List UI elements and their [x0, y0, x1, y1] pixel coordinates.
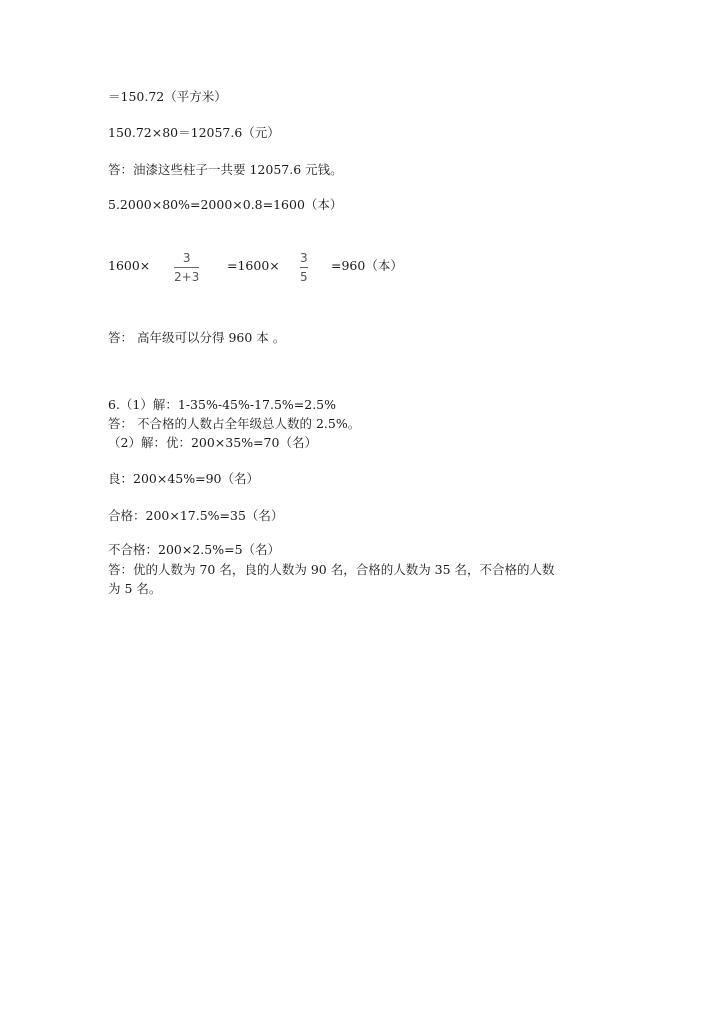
fraction-2-numerator: 3 — [300, 251, 308, 265]
answer-line-5: 答： 高年级可以分得 960 本 。 — [108, 330, 286, 345]
fraction-1-numerator: 3 — [182, 251, 191, 265]
equation-part-1: 1600× — [108, 258, 151, 273]
equation-part-3: =960（本） — [331, 258, 403, 273]
fraction-2 — [300, 251, 308, 284]
answer-line-6-2-cont: 为 5 名。 — [108, 581, 162, 596]
fraction-2-denominator: 5 — [300, 270, 308, 284]
problem-6-part-2-line: （2）解：优：200×35%=70（名） — [108, 435, 317, 450]
fraction-2-bar — [300, 267, 308, 268]
answer-line-6-1: 答： 不合格的人数占全年级总人数的 2.5%。 — [108, 416, 361, 431]
problem-5-line: 5.2000×80%=2000×0.8=1600（本） — [108, 197, 343, 212]
area-result-line: ＝150.72（平方米） — [108, 89, 227, 104]
cost-calculation-line: 150.72×80＝12057.6（元） — [108, 125, 280, 140]
pass-count-line: 合格：200×17.5%=35（名） — [108, 508, 284, 523]
fraction-1 — [174, 251, 199, 284]
answer-line: 答：油漆这些柱子一共要 12057.6 元钱。 — [108, 162, 343, 177]
good-count-line: 良：200×45%=90（名） — [108, 471, 259, 486]
answer-line-6-2: 答：优的人数为 70 名，良的人数为 90 名，合格的人数为 35 名，不合格的人数 — [108, 562, 555, 577]
fraction-1-bar — [174, 267, 199, 268]
fraction-1-denominator: 2+3 — [174, 270, 200, 284]
fail-count-line: 不合格：200×2.5%=5（名） — [108, 542, 281, 557]
equation-part-2: =1600× — [227, 258, 280, 273]
problem-6-part-1-line: 6.（1）解：1-35%-45%-17.5%=2.5% — [108, 397, 337, 412]
